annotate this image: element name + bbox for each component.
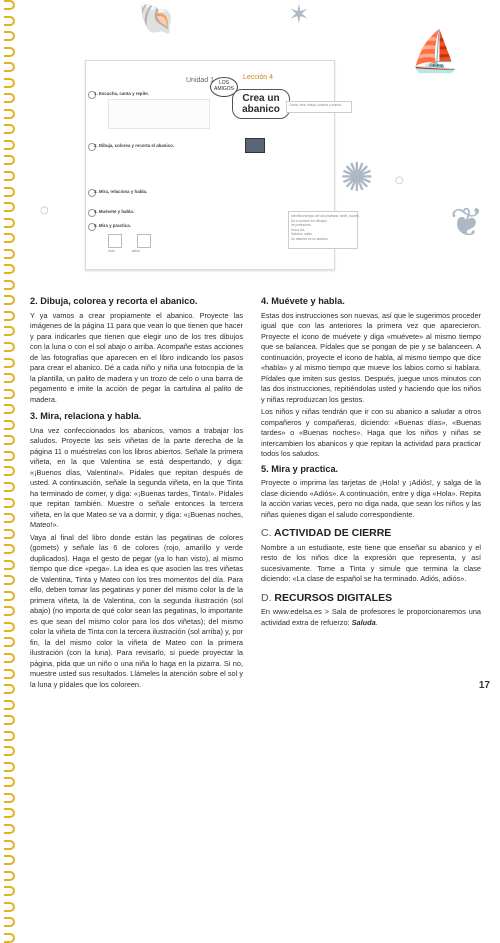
spiral-ring <box>4 529 15 539</box>
section-4-title: 4. Muévete y habla. <box>261 296 345 306</box>
spiral-ring <box>4 731 15 741</box>
section-3-title: 3. Mira, relaciona y habla. <box>30 411 142 421</box>
spiral-ring <box>4 280 15 290</box>
spiral-ring <box>4 187 15 197</box>
bubble-icon: ○ <box>40 205 49 216</box>
spiral-ring <box>4 684 15 694</box>
spiral-ring <box>4 840 15 850</box>
spiral-ring <box>4 886 15 896</box>
spiral-ring <box>4 591 15 601</box>
section-d-text-end: . <box>375 617 378 627</box>
spiral-ring <box>4 498 15 508</box>
thumb-section-title: 5. Mira y practica. <box>94 223 131 228</box>
spiral-ring <box>4 155 15 165</box>
spiral-ring <box>4 808 15 818</box>
spiral-ring <box>4 544 15 554</box>
spiral-ring <box>4 575 15 585</box>
starfish-icon: ✶ <box>288 0 310 30</box>
spiral-ring <box>4 47 15 57</box>
seaweed-icon: ❦ <box>450 200 484 246</box>
spiral-ring <box>4 746 15 756</box>
hello-goodbye-cards <box>108 234 165 253</box>
hola-label: hola <box>108 249 115 254</box>
spiral-ring <box>4 933 15 943</box>
lesson-title: Crea un abanico <box>232 89 290 119</box>
spiral-ring <box>4 451 15 461</box>
spiral-ring <box>4 917 15 927</box>
spiral-ring <box>4 389 15 399</box>
side-note-line: Usa a los. <box>291 227 306 232</box>
side-note-line: Identifica tiempo del día (mañana, tarde, noche). <box>291 214 360 218</box>
spiral-ring <box>4 233 15 243</box>
spiral-ring <box>4 326 15 336</box>
spiral-ring <box>4 62 15 72</box>
adios-card <box>137 234 151 248</box>
bubble-icon: ○ <box>395 175 404 186</box>
spiral-ring <box>4 762 15 772</box>
spiral-ring <box>4 560 15 570</box>
unit-sticker: LOS AMIGOS <box>210 77 238 97</box>
side-note-line: Un abanico es un abanico <box>291 236 328 241</box>
section-letter: D. <box>261 591 272 604</box>
spiral-ring <box>4 793 15 803</box>
spiral-ring <box>4 373 15 383</box>
spiral-ring <box>4 637 15 647</box>
student-page-thumbnail <box>85 60 360 270</box>
spiral-ring <box>4 0 15 10</box>
spiral-ring <box>4 202 15 212</box>
spiral-ring <box>4 295 15 305</box>
spiral-ring <box>4 342 15 352</box>
section-d-text: En www.edelsa.es > Sala de profesores le proporcionaremos una actividad extra de refuerzo: <box>261 607 481 627</box>
section-letter: C. <box>261 527 272 539</box>
spiral-ring <box>4 824 15 834</box>
shell-icon: 🐚 <box>138 2 176 37</box>
spiral-ring <box>4 435 15 445</box>
spiral-ring <box>4 777 15 787</box>
unit-label: Unidad 1 <box>186 77 215 84</box>
spiral-ring <box>4 653 15 663</box>
section-5-title: 5. Mira y practica. <box>261 463 339 474</box>
spiral-ring <box>4 311 15 321</box>
spiral-ring <box>4 93 15 103</box>
spiral-ring <box>4 140 15 150</box>
thumb-section-title: 1. Escucha, canta y repite. <box>94 91 149 96</box>
spiral-ring <box>4 606 15 616</box>
spiral-ring <box>4 218 15 228</box>
side-note <box>288 211 358 249</box>
side-note-line: Saludos, adiós <box>291 232 312 236</box>
section-2-title: 2. Dibuja, colorea y recorta el abanico. <box>30 296 198 306</box>
adios-label: adiós <box>131 249 140 254</box>
coral-icon: ✺ <box>340 155 374 201</box>
spiral-ring <box>4 31 15 41</box>
spiral-ring <box>4 871 15 881</box>
spiral-ring <box>4 264 15 274</box>
thumb-section-title: 4. Muévete y habla. <box>94 209 135 214</box>
spiral-ring <box>4 109 15 119</box>
section-2-body: Y ya vamos a crear propiamente el abanico. Proyecte las imágenes de la página 11 para que vean lo que tienen que hacer y para indicarles que tienen que elegir uno de los tres dibujos con la luna o con el sol abajo o arriba. Acompañe estas acciones de las fotografías que aparecen en el libro indicando los pasos para crear el abanico. Dé a cada niño y niña una fotocopia de la la plantilla, un palito de madera y un trozo de celo o una barra de pegamento e imite la acción de pegar la cartulina al palito de madera. <box>30 310 243 404</box>
screen-icon <box>245 138 265 153</box>
spiral-ring <box>4 855 15 865</box>
spiral-ring <box>4 420 15 430</box>
spiral-ring <box>4 482 15 492</box>
submarine-icon: ⛵ <box>410 29 460 75</box>
page-number: 17 <box>478 680 490 691</box>
spiral-binding <box>2 0 16 707</box>
section-d-heading: RECURSOS DIGITALES <box>274 591 393 604</box>
spiral-ring <box>4 249 15 259</box>
section-5-body: Proyecte o imprima las tarjetas de ¡Hola! y ¡Adiós!, y salga de la clase diciendo «Adiós». A continuación, entre y diga «Hola». Repita la acción varias veces, pero no diga nada, que sean los niños y las niñas quienes digan el saludo correspondiente. <box>261 478 481 519</box>
spiral-ring <box>4 622 15 632</box>
spiral-ring <box>4 404 15 414</box>
spiral-ring <box>4 902 15 912</box>
section-3-body: Una vez confeccionados los abanicos, vamos a trabajar los saludos. Proyecte las seis viñetas de la parte derecha de la página 11 o muéstrelas con los libros abiertos. Señale la primera viñeta, en la que Valentina se está despertando, y diga: «¡Buenos días, Valentina!». Pídales que repitan después de usted. A continuación, señale la segunda viñeta, en la que Tinta ha terminado de comer, y diga: «¡Buenas tardes, Tinta!». Pídales que repitan también. Muestre o señale entonces la tercera viñeta, en la que Mateo se va a dormir, y diga: «¡Buenas noches, Mateo!». <box>30 425 243 529</box>
side-note-line: de profesores. <box>291 223 312 227</box>
section-3-body: Vaya al final del libro donde están las pegatinas de colores (gomets) y señale las 6 de colores (rojo, amarillo y verde duplicados). Haga el gesto de pegar (ya lo han visto), al mismo tiempo que dice «pega». La idea es que asocien las tres viñetas de Valentina, Tinta y Mateo con los tres momentos del día. Para ello, deben tomar las pegatinas y poner del mismo color la de la primera viñeta, la de Valentina, con la segunda ilustración (sol abajo) (no importa de qué color sean las pegatinas, lo importante es que sean del mismo color para los dos viñetas); del mismo color la viñeta de Tinta con la tercera ilustración (sol arriba) y, por fin, la del mismo color la viñeta de Mateo con la primera ilustración (con la luna). Para revisarlo, si puede proyectar la página, pida que un niño o una niña lo haga en la pizarra. Si no, muestre usted sus resultados. Llámeles la atención sobre el sol y la luna y pídales que los coloreen. <box>30 532 243 689</box>
section-c-title <box>261 528 481 539</box>
section-4-body: Los niños y niñas tendrán que ir con su abanico a saludar a otros compañeros y compañeras, diciendo: «Buenas días», «Buenas tardes» o «Buenas noches». Haga que los niños y niñas se intercambien los abanicos y que repitan la actividad para practicar todos los saludos. <box>261 407 481 458</box>
song-box <box>108 99 210 129</box>
activity-name: Saluda <box>351 617 376 627</box>
thumb-section-title: 3. Mira, relaciona y habla. <box>94 189 148 194</box>
right-column <box>261 296 481 630</box>
section-c-heading: ACTIVIDAD DE CIERRE <box>274 527 392 539</box>
spiral-ring <box>4 124 15 134</box>
side-note-line: Da a conocer los dibujos/ <box>291 218 327 223</box>
hola-card <box>108 234 122 248</box>
spiral-ring <box>4 16 15 26</box>
spiral-ring <box>4 669 15 679</box>
section-d-body <box>261 607 481 628</box>
spiral-ring <box>4 715 15 725</box>
objectives-note: Canta, crea, dibuja, colorea y saluda. <box>286 101 352 113</box>
section-4-body: Estas dos instrucciones son nuevas, así que le sugerimos proceder igual que con las anteriores la primera vez que aparecieron. Proyecte el icono de muévete y diga «muévete» al mismo tiempo que se balancea. Pídales que se pongan de pie y se balanceen. A continuación, proyecte el icono de habla, al mismo tiempo que dice «habla» y al mismo tiempo que mueve los labios como si hablara. Pídales que imiten sus gestos. Después, juegue unos minutos con las dos instrucciones, repitiéndolas usted y haciendo que los niños y niñas reproduzcan los gestos. <box>261 310 481 404</box>
spiral-ring <box>4 700 15 710</box>
spiral-ring <box>4 466 15 476</box>
spiral-ring <box>4 171 15 181</box>
lesson-label: Lección 4 <box>243 74 273 81</box>
section-c-body: Nombre a un estudiante, este tiene que enseñar su abanico y el resto de los niños dice la expresión que representa, y así sucesivamente. Tome a Tinta y simule que termina la clase diciendo: «La clase de español se ha terminado. Adiós, adiós». <box>261 542 481 583</box>
left-column <box>30 296 243 692</box>
thumb-section-title: 2. Dibuja, colorea y recorta el abanico. <box>94 143 175 148</box>
spiral-ring <box>4 358 15 368</box>
spiral-ring <box>4 78 15 88</box>
section-d-title <box>261 593 481 604</box>
spiral-ring <box>4 513 15 523</box>
